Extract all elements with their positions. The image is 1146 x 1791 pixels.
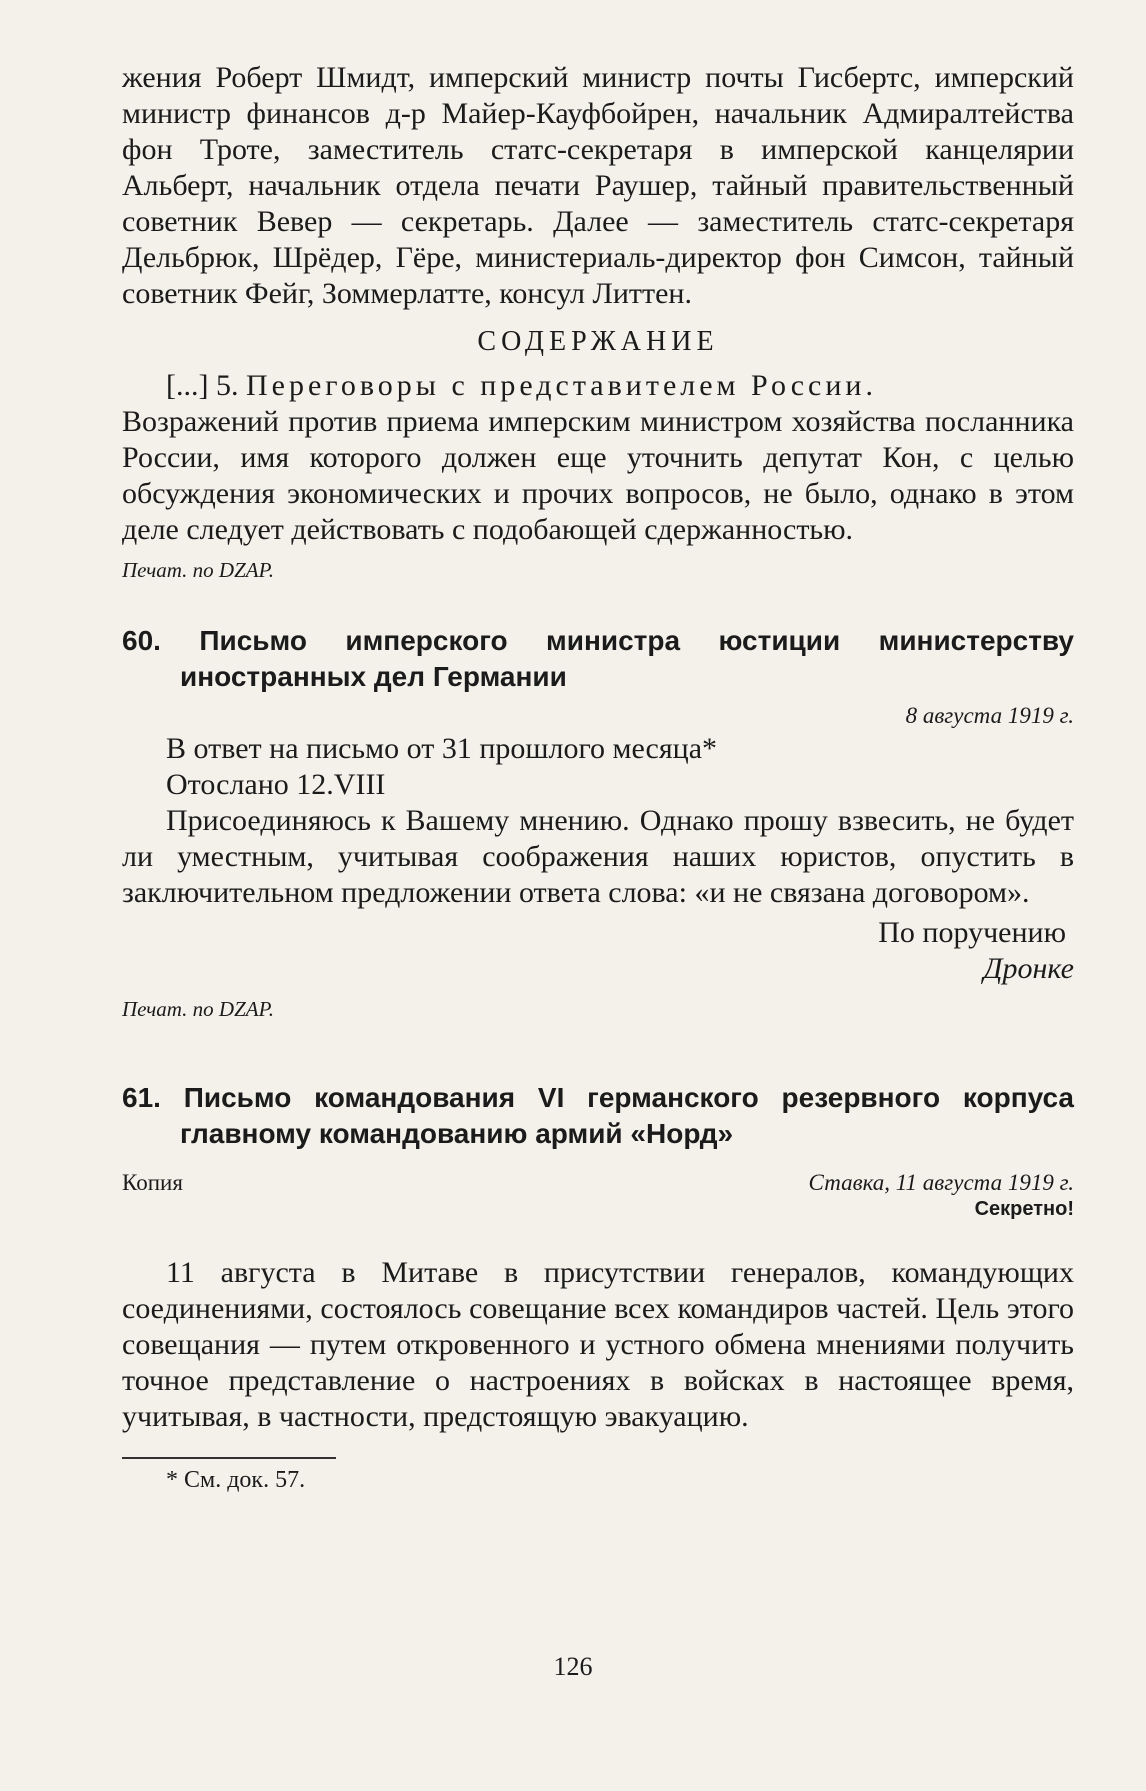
source-note: Печат. по DZAP. [122,558,274,582]
document-60-sent-line: Отослано 12.VIII [166,768,386,801]
secret-stamp: Секретно! [974,1198,1074,1220]
contents-item-number: [...] 5. [166,369,246,402]
document-page [122,60,1074,1494]
signature-role: По поручению [878,916,1066,949]
source-note: Печат. по DZAP. [122,997,274,1021]
document-60-reply-line: В ответ на письмо от 31 прошлого месяца* [166,732,718,765]
footnote: * См. док. 57. [166,1467,306,1493]
document-61-title: 61. Письмо командования VI германского резервного корпуса главному командованию армий «Норд» [122,1082,1074,1149]
page-number: 126 [553,1652,593,1681]
contents-paragraph: Возражений против приема имперским министром хозяйства посланника России, имя которого должен еще уточнить депутат Кон, с целью обсуждения экономических и прочих вопросов, не было, однако в этом деле следует действовать с подобающей сдержанностью. [122,405,1074,546]
copy-label: Копия [122,1170,183,1195]
contents-item-title: Переговоры с представителем России. [245,369,877,402]
document-61-place-date: Ставка, 11 августа 1919 г. [808,1170,1074,1195]
document-60-paragraph: Присоединяюсь к Вашему мнению. Однако прошу взвесить, не будет ли уместным, учитывая соображения наших юристов, опустить в заключительном предложении ответа слова: «и не связана договором». [122,804,1074,909]
footnote-divider [122,1457,336,1459]
document-61-meta [122,1170,1074,1196]
contents-heading: СОДЕРЖАНИЕ [477,326,719,357]
document-61-paragraph: 11 августа в Митаве в присутствии генералов, командующих соединениями, состоялось совещание всех командиров частей. Цель этого совещания — путем откровенного и устного обмена мнениями получить точное представление о настроениях в войсках в настоящее время, учитывая, в частности, предстоящую эвакуацию. [122,1256,1074,1433]
document-60-date: 8 августа 1919 г. [905,703,1074,728]
intro-paragraph: жения Роберт Шмидт, имперский министр почты Гисбертс, имперский министр финансов д-р Майер-Кауфбойрен, начальник Адмиралтейства фон Троте, заместитель статс-секретаря в имперской канцелярии Альберт, начальник отдела печати Раушер, тайный правительственный советник Вевер — секретарь. Далее — заместитель статс-секретаря Дельбрюк, Шрёдер, Гёре, министериаль-директор фон Симсон, тайный советник Фейг, Зоммерлатте, консул Литтен. [122,61,1074,310]
document-60-title: 60. Письмо имперского министра юстиции министерству иностранных дел Германии [122,625,1074,692]
contents-item [122,368,1074,404]
signature-name: Дронке [983,952,1074,985]
